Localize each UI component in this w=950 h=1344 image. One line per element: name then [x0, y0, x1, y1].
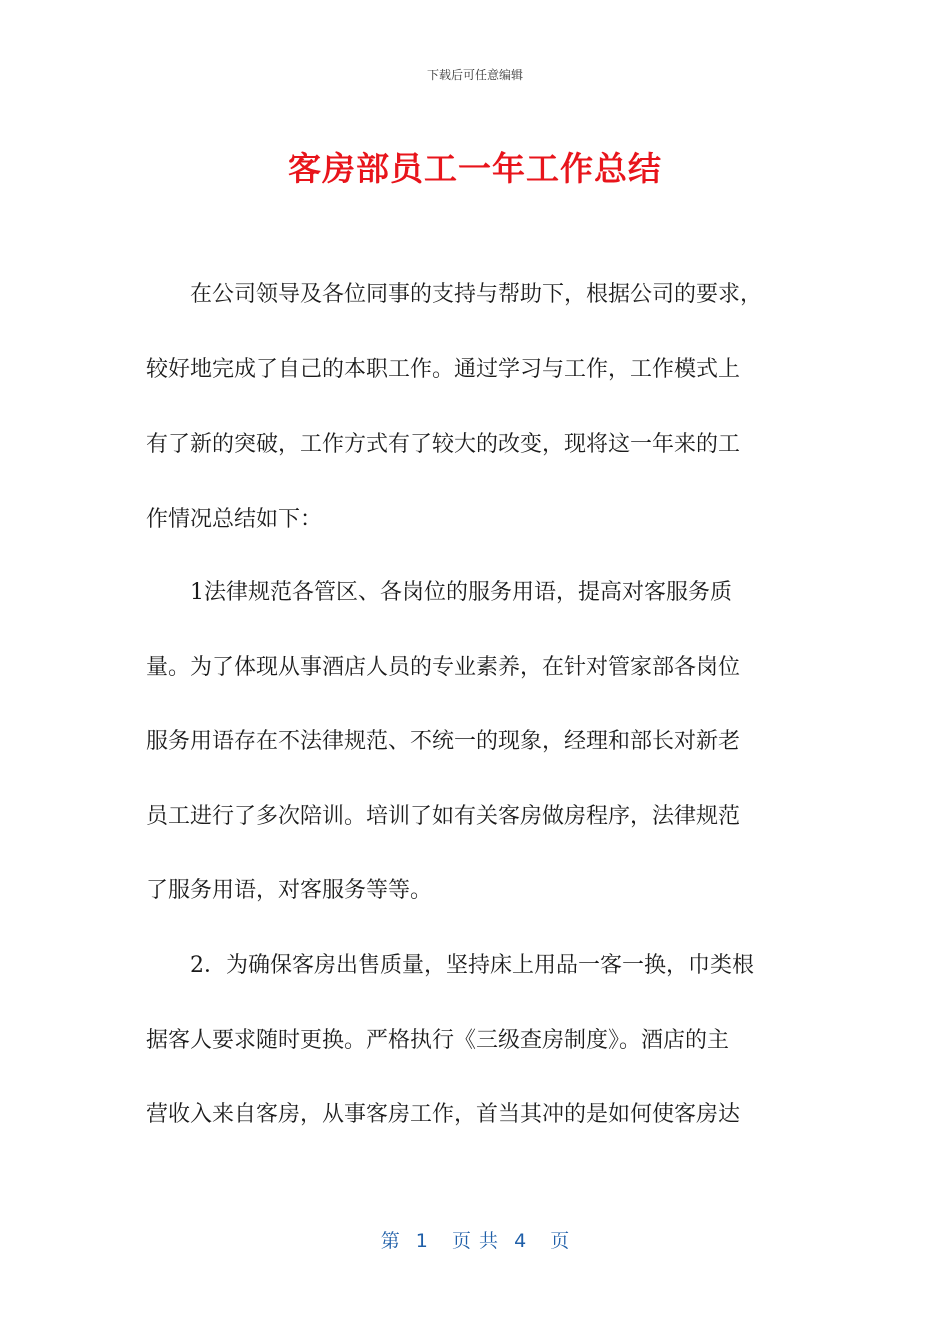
body-line: 量。为了体现从事酒店人员的专业素养，在针对管家部各岗位: [146, 655, 741, 680]
document-title: 客房部员工一年工作总结: [288, 149, 662, 188]
body-line: 员工进行了多次陪训。培训了如有关客房做房程序，法律规范: [146, 804, 741, 829]
header-note: 下载后可任意编辑: [426, 68, 523, 82]
body-line: 1法律规范各管区、各岗位的服务用语，提高对客服务质: [146, 580, 732, 605]
body-line: 据客人要求随时更换。严格执行《三级查房制度》。酒店的主: [146, 1028, 730, 1053]
body-line: 2．为确保客房出售质量，坚持床上用品一客一换，巾类根: [146, 953, 754, 978]
body-line: 了服务用语，对客服务等等。: [146, 878, 433, 903]
body-line: 服务用语存在不法律规范、不统一的现象，经理和部长对新老: [146, 729, 741, 754]
body-line: 较好地完成了自己的本职工作。通过学习与工作，工作模式上: [146, 357, 741, 382]
page-number-footer: 第 1 页 共 4 页: [380, 1230, 570, 1252]
body-line: 在公司领导及各位同事的支持与帮助下，根据公司的要求，: [146, 282, 763, 307]
body-line: 营收入来自客房，从事客房工作，首当其冲的是如何使客房达: [146, 1102, 741, 1127]
body-line: 作情况总结如下：: [146, 507, 323, 532]
body-line: 有了新的突破，工作方式有了较大的改变，现将这一年来的工: [146, 432, 741, 457]
